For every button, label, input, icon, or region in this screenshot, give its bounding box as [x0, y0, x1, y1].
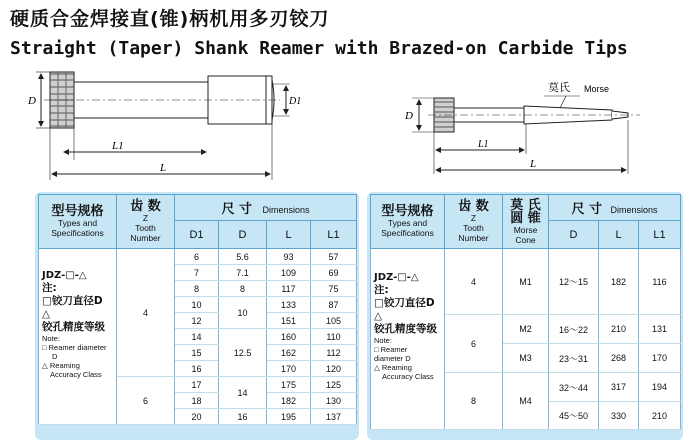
table-cell: 137	[311, 409, 357, 425]
header-teeth	[117, 195, 175, 249]
right-dim-l: L	[530, 158, 537, 170]
text-label: 齿 数	[458, 199, 489, 214]
table-cell: 162	[267, 345, 311, 361]
text-label: 齿 数	[130, 199, 161, 214]
morse-label-cn: 莫氏	[548, 81, 570, 94]
table-cell: 268	[599, 344, 639, 373]
text-label: △ Reaming	[42, 361, 80, 370]
r-teeth-4: 4	[445, 249, 503, 315]
table-cell: 93	[267, 249, 311, 265]
text-label: Dimensions	[610, 205, 658, 215]
r-teeth-8: 8	[445, 373, 503, 430]
text-label: Specifications	[51, 228, 104, 238]
text-label: Z	[142, 213, 149, 223]
r-header-l	[599, 221, 639, 249]
table-cell: 170	[639, 344, 681, 373]
text-label: 尺 寸	[571, 202, 602, 217]
text-label: L1	[327, 228, 340, 241]
table-cell: 151	[267, 313, 311, 329]
page-title-cn: 硬质合金焊接直(锥)柄机用多刃铰刀	[10, 8, 330, 30]
morse-label-en: Morse	[584, 84, 610, 94]
table-cell: 14	[175, 329, 219, 345]
text-label: □ Reamer diameter	[42, 343, 107, 352]
r-header-morse	[503, 195, 549, 249]
table-cell: 210	[599, 315, 639, 344]
text-label: D	[52, 352, 58, 361]
text-label: D	[569, 228, 578, 241]
r-header-d	[549, 221, 599, 249]
text-label: Tooth	[463, 223, 484, 233]
table-cell: M1	[503, 249, 549, 315]
table-cell: 210	[639, 402, 681, 430]
teeth-4: 4	[117, 249, 175, 377]
table-cell: 194	[639, 373, 681, 402]
table-cell: 5.6	[219, 249, 267, 265]
text-label: Accuracy Class	[382, 372, 434, 381]
text-label: □ Reamer	[374, 345, 408, 354]
text-label: diameter D	[374, 354, 411, 363]
table-cell: 182	[267, 393, 311, 409]
table-cell: 23～31	[549, 344, 599, 373]
text-label: Accuracy Class	[50, 370, 102, 379]
r-header-dimensions	[549, 195, 681, 221]
table-cell: 16	[219, 409, 267, 425]
table-cell: 69	[311, 265, 357, 281]
text-label: 注:	[374, 284, 389, 296]
table-cell: 170	[267, 361, 311, 377]
table-cell: 45～50	[549, 402, 599, 430]
text-label: 型号规格	[51, 204, 104, 219]
text-label: △	[374, 310, 383, 322]
text-label: Types and	[387, 218, 428, 228]
r-header-type	[371, 195, 445, 249]
table-cell: 317	[599, 373, 639, 402]
table-cell: 125	[311, 377, 357, 393]
left-dim-d: D	[28, 95, 36, 107]
table-cell: 195	[267, 409, 311, 425]
table-cell: 17	[175, 377, 219, 393]
text-label: Types and	[57, 218, 98, 228]
table-cell: M2	[503, 315, 549, 344]
table-cell: M3	[503, 344, 549, 373]
table-cell: 18	[175, 393, 219, 409]
right-spec-table	[370, 194, 681, 430]
table-cell: 112	[311, 345, 357, 361]
r-header-teeth	[445, 195, 503, 249]
text-label: Number	[458, 233, 489, 243]
text-label: Z	[470, 213, 477, 223]
left-dim-l1: L1	[112, 140, 124, 152]
text-label: 圆 锥	[510, 210, 541, 226]
type-spec-cell	[39, 249, 117, 425]
text-label: □铰刀直径D	[42, 295, 103, 307]
table-cell: 12.5	[219, 329, 267, 377]
table-cell: 160	[267, 329, 311, 345]
table-cell: 110	[311, 329, 357, 345]
table-cell: 75	[311, 281, 357, 297]
text-label: 铰孔精度等级	[374, 323, 437, 335]
text-label: JDZ-□-△	[374, 272, 419, 283]
table-cell: 16	[175, 361, 219, 377]
text-label: Note:	[374, 336, 392, 345]
table-cell: 8	[175, 281, 219, 297]
table-cell: 57	[311, 249, 357, 265]
text-label: 尺 寸	[221, 202, 252, 217]
r-header-l1	[639, 221, 681, 249]
table-cell: 105	[311, 313, 357, 329]
table-cell: 109	[267, 265, 311, 281]
text-label: Specifications	[381, 228, 434, 238]
text-label: Cone	[515, 234, 536, 245]
left-dim-l: L	[160, 162, 167, 174]
text-label: D1	[189, 228, 204, 241]
header-dimensions	[175, 195, 357, 221]
table-cell: 12～15	[549, 249, 599, 315]
text-label: Morse	[513, 224, 538, 235]
text-label: L1	[653, 228, 666, 241]
text-label: Number	[130, 233, 161, 243]
table-cell: 10	[175, 297, 219, 313]
table-cell: 130	[311, 393, 357, 409]
header-type	[39, 195, 117, 249]
text-label: JDZ-□-△	[42, 270, 87, 281]
left-spec-table	[38, 194, 357, 425]
text-label: L	[285, 228, 292, 241]
table-cell: 182	[599, 249, 639, 315]
table-cell: 133	[267, 297, 311, 313]
text-label: Dimensions	[262, 205, 310, 215]
table-cell: 87	[311, 297, 357, 313]
r-type-spec-cell	[371, 249, 445, 430]
table-cell: 120	[311, 361, 357, 377]
table-cell: 7	[175, 265, 219, 281]
table-cell: 175	[267, 377, 311, 393]
table-cell: 32～44	[549, 373, 599, 402]
text-label: 莫 氏	[510, 197, 541, 213]
table-cell: 6	[175, 249, 219, 265]
table-cell: 12	[175, 313, 219, 329]
header-l	[267, 221, 311, 249]
text-label: Tooth	[135, 223, 156, 233]
header-d	[219, 221, 267, 249]
table-cell: 330	[599, 402, 639, 430]
table-cell: 116	[639, 249, 681, 315]
table-cell: 10	[219, 297, 267, 329]
table-cell: M4	[503, 373, 549, 430]
text-label: △ Reaming	[374, 363, 412, 372]
text-label: D	[238, 228, 247, 241]
right-dim-d: D	[405, 110, 413, 122]
table-cell: 7.1	[219, 265, 267, 281]
r-teeth-6: 6	[445, 315, 503, 373]
table-cell: 20	[175, 409, 219, 425]
table-cell: 16～22	[549, 315, 599, 344]
text-label: 铰孔精度等级	[42, 321, 105, 333]
header-l1	[311, 221, 357, 249]
left-dim-d1: D1	[289, 96, 302, 107]
table-cell: 131	[639, 315, 681, 344]
header-d1	[175, 221, 219, 249]
table-cell: 14	[219, 377, 267, 409]
right-dim-l1: L1	[478, 139, 489, 150]
text-label: 注:	[42, 282, 57, 294]
table-cell: 8	[219, 281, 267, 297]
taper-shank-reamer-drawing	[412, 96, 640, 174]
table-cell: 15	[175, 345, 219, 361]
teeth-6: 6	[117, 377, 175, 425]
technical-drawings	[0, 0, 700, 200]
table-cell: 117	[267, 281, 311, 297]
text-label: 型号规格	[381, 204, 434, 219]
text-label: △	[42, 308, 51, 320]
page-title-en: Straight (Taper) Shank Reamer with Brazed-on Carbide Tips	[10, 38, 628, 59]
text-label: □铰刀直径D	[374, 297, 435, 309]
text-label: L	[615, 228, 622, 241]
text-label: Note:	[42, 334, 60, 343]
